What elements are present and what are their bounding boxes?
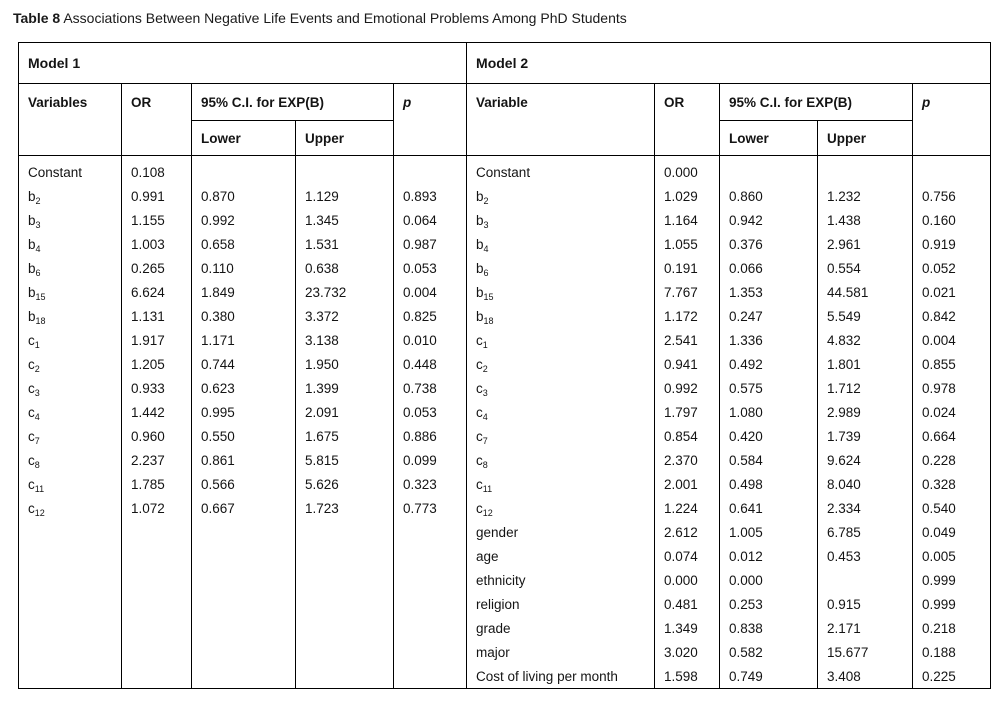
cell-upper-m2: 15.677 [818, 640, 913, 664]
cell-p-m2: 0.328 [913, 472, 991, 496]
cell-or-m2: 1.164 [655, 208, 720, 232]
cell-lower-m2: 0.582 [720, 640, 818, 664]
col-header-variables-m1: Variables [19, 84, 122, 156]
column-header-row [19, 84, 991, 121]
cell-variable-m2: $c_{11}$ [467, 472, 655, 496]
cell-variable-m2: $c_{12}$ [467, 496, 655, 520]
cell-p-m2: 0.021 [913, 280, 991, 304]
cell-p-m1: 0.099 [394, 448, 467, 472]
table-row [19, 156, 991, 185]
cell-or-m2: 0.854 [655, 424, 720, 448]
cell-or-m1: 1.072 [122, 496, 192, 520]
cell-upper-m2: 1.438 [818, 208, 913, 232]
cell-variable-m2: $c_2$ [467, 352, 655, 376]
cell-variable-m1: Constant [28, 164, 83, 180]
cell-variable-m1 [19, 664, 122, 689]
cell-or-m1: 6.624 [122, 280, 192, 304]
cell-lower-m1: 0.566 [192, 472, 296, 496]
cell-p-m2: 0.228 [913, 448, 991, 472]
table-row [19, 328, 991, 352]
cell-or-m2: 1.029 [655, 184, 720, 208]
table-row [19, 280, 991, 304]
col-header-p-m1: p [394, 84, 467, 156]
cell-p-m1: 0.987 [394, 232, 467, 256]
table-row [19, 448, 991, 472]
cell-p-m2: 0.855 [913, 352, 991, 376]
cell-p-m2: 0.160 [913, 208, 991, 232]
cell-or-m2: 2.370 [655, 448, 720, 472]
cell-variable-m2: Constant [467, 156, 655, 185]
cell-lower-m1: 0.550 [192, 424, 296, 448]
cell-lower-m1: 0.995 [192, 400, 296, 424]
cell-variable-m2: gender [467, 520, 655, 544]
cell-p-m2: 0.049 [913, 520, 991, 544]
table-caption: Associations Between Negative Life Events and Emotional Problems Among PhD Students [60, 10, 627, 26]
cell-p-m2: 0.188 [913, 640, 991, 664]
cell-p-m2: 0.225 [913, 664, 991, 689]
cell-p-m1: 0.886 [394, 424, 467, 448]
cell-upper-m1: 1.723 [296, 496, 394, 520]
cell-p-m2: 0.756 [913, 184, 991, 208]
cell-p-m2: 0.999 [913, 568, 991, 592]
cell-upper-m1: 3.372 [296, 304, 394, 328]
cell-variable-m1: $c_7$ [28, 428, 40, 446]
cell-lower-m2: 0.247 [720, 304, 818, 328]
cell-p-m1 [394, 544, 467, 568]
cell-variable-m2: age [467, 544, 655, 568]
cell-variable-m2: $b_{18}$ [467, 304, 655, 328]
col-header-lower-m2: Lower [720, 121, 818, 156]
table-row [19, 568, 991, 592]
table-row [19, 352, 991, 376]
cell-upper-m1: 0.638 [296, 256, 394, 280]
cell-or-m1: 0.265 [122, 256, 192, 280]
col-header-p-m2: p [913, 84, 991, 156]
cell-lower-m1: 0.623 [192, 376, 296, 400]
cell-upper-m1 [296, 616, 394, 640]
cell-upper-m2: 2.961 [818, 232, 913, 256]
cell-p-m1: 0.064 [394, 208, 467, 232]
cell-lower-m2: 1.353 [720, 280, 818, 304]
cell-upper-m2: 2.989 [818, 400, 913, 424]
table-body [19, 156, 991, 689]
cell-lower-m2 [720, 156, 818, 185]
cell-variable-m2: $b_{15}$ [467, 280, 655, 304]
cell-variable-m2: $c_3$ [467, 376, 655, 400]
cell-variable-m1: $c_{12}$ [28, 500, 45, 518]
cell-or-m1 [122, 664, 192, 689]
cell-p-m2: 0.005 [913, 544, 991, 568]
cell-p-m2: 0.004 [913, 328, 991, 352]
cell-or-m2: 1.224 [655, 496, 720, 520]
cell-variable-m1: $b_{15}$ [28, 284, 46, 302]
table-row [19, 640, 991, 664]
cell-upper-m1: 3.138 [296, 328, 394, 352]
col-header-upper-m1: Upper [296, 121, 394, 156]
cell-variable-m1 [19, 544, 122, 568]
col-header-or-m2: OR [655, 84, 720, 156]
cell-upper-m2: 44.581 [818, 280, 913, 304]
cell-or-m1: 1.917 [122, 328, 192, 352]
cell-variable-m2: $b_3$ [467, 208, 655, 232]
cell-lower-m2: 0.420 [720, 424, 818, 448]
cell-or-m2: 1.598 [655, 664, 720, 689]
cell-or-m1: 1.131 [122, 304, 192, 328]
cell-lower-m2: 0.253 [720, 592, 818, 616]
cell-or-m2: 1.055 [655, 232, 720, 256]
cell-variable-m2: $c_1$ [467, 328, 655, 352]
associations-table [18, 42, 991, 689]
cell-variable-m2: ethnicity [467, 568, 655, 592]
cell-or-m2: 0.191 [655, 256, 720, 280]
table-row [19, 400, 991, 424]
cell-p-m1: 0.053 [394, 400, 467, 424]
cell-p-m1 [394, 664, 467, 689]
cell-lower-m2: 0.575 [720, 376, 818, 400]
cell-lower-m2: 0.838 [720, 616, 818, 640]
cell-upper-m1 [296, 664, 394, 689]
cell-upper-m1: 5.815 [296, 448, 394, 472]
model-1-header: Model 1 [19, 43, 467, 84]
cell-variable-m2: $c_8$ [467, 448, 655, 472]
table-row [19, 592, 991, 616]
cell-variable-m1 [19, 520, 122, 544]
cell-variable-m1 [19, 640, 122, 664]
cell-p-m2: 0.024 [913, 400, 991, 424]
cell-p-m2: 0.218 [913, 616, 991, 640]
cell-upper-m1: 1.675 [296, 424, 394, 448]
cell-or-m2: 0.000 [655, 156, 720, 185]
cell-p-m2: 0.052 [913, 256, 991, 280]
table-row [19, 472, 991, 496]
cell-lower-m1: 0.380 [192, 304, 296, 328]
cell-upper-m1: 1.345 [296, 208, 394, 232]
cell-or-m1: 0.991 [122, 184, 192, 208]
cell-variable-m2: $b_2$ [467, 184, 655, 208]
cell-variable-m1: $b_6$ [28, 260, 41, 278]
cell-upper-m2: 1.712 [818, 376, 913, 400]
cell-upper-m1: 1.950 [296, 352, 394, 376]
cell-lower-m1: 1.171 [192, 328, 296, 352]
cell-or-m1 [122, 640, 192, 664]
cell-or-m1: 1.205 [122, 352, 192, 376]
table-row [19, 424, 991, 448]
cell-p-m2: 0.540 [913, 496, 991, 520]
cell-variable-m1: $b_{18}$ [28, 308, 46, 326]
cell-upper-m2: 0.554 [818, 256, 913, 280]
cell-upper-m2: 1.801 [818, 352, 913, 376]
table-row [19, 664, 991, 689]
cell-upper-m1: 1.531 [296, 232, 394, 256]
col-header-upper-m2: Upper [818, 121, 913, 156]
cell-or-m2: 0.992 [655, 376, 720, 400]
cell-or-m1: 0.960 [122, 424, 192, 448]
cell-lower-m2: 0.860 [720, 184, 818, 208]
cell-or-m1: 1.442 [122, 400, 192, 424]
cell-or-m2: 0.000 [655, 568, 720, 592]
cell-upper-m1: 1.399 [296, 376, 394, 400]
cell-p-m1 [394, 592, 467, 616]
cell-or-m1: 1.155 [122, 208, 192, 232]
cell-p-m1: 0.825 [394, 304, 467, 328]
cell-or-m2: 2.001 [655, 472, 720, 496]
cell-or-m1: 2.237 [122, 448, 192, 472]
cell-or-m2: 1.172 [655, 304, 720, 328]
cell-lower-m1: 0.861 [192, 448, 296, 472]
table-row [19, 520, 991, 544]
cell-upper-m2: 8.040 [818, 472, 913, 496]
cell-variable-m1: $c_{11}$ [28, 476, 45, 494]
cell-variable-m1 [19, 616, 122, 640]
cell-p-m1: 0.893 [394, 184, 467, 208]
cell-variable-m1: $c_8$ [28, 452, 40, 470]
cell-variable-m2: $c_4$ [467, 400, 655, 424]
cell-lower-m1: 0.658 [192, 232, 296, 256]
table-row [19, 496, 991, 520]
cell-lower-m2: 1.080 [720, 400, 818, 424]
cell-or-m2: 1.349 [655, 616, 720, 640]
col-header-lower-m1: Lower [192, 121, 296, 156]
cell-or-m1: 0.933 [122, 376, 192, 400]
cell-p-m1: 0.010 [394, 328, 467, 352]
table-row [19, 376, 991, 400]
cell-variable-m1: $c_2$ [28, 356, 40, 374]
cell-variable-m2: Cost of living per month [467, 664, 655, 689]
cell-upper-m1 [296, 568, 394, 592]
cell-or-m2: 3.020 [655, 640, 720, 664]
cell-variable-m1: $b_2$ [28, 188, 41, 206]
cell-variable-m2: $c_7$ [467, 424, 655, 448]
cell-or-m2: 0.941 [655, 352, 720, 376]
cell-or-m2: 2.541 [655, 328, 720, 352]
cell-lower-m1: 0.744 [192, 352, 296, 376]
cell-p-m1: 0.448 [394, 352, 467, 376]
cell-upper-m2: 3.408 [818, 664, 913, 689]
cell-or-m2: 7.767 [655, 280, 720, 304]
cell-or-m1 [122, 568, 192, 592]
table-row [19, 208, 991, 232]
cell-lower-m2: 0.641 [720, 496, 818, 520]
cell-p-m2 [913, 156, 991, 185]
cell-p-m1 [394, 616, 467, 640]
table-row [19, 616, 991, 640]
cell-upper-m2: 6.785 [818, 520, 913, 544]
cell-lower-m2: 1.005 [720, 520, 818, 544]
cell-p-m1 [394, 156, 467, 185]
cell-lower-m2: 0.584 [720, 448, 818, 472]
cell-upper-m1 [296, 156, 394, 185]
cell-variable-m1: $c_4$ [28, 404, 40, 422]
cell-lower-m1: 0.992 [192, 208, 296, 232]
cell-lower-m1 [192, 616, 296, 640]
col-header-or-m1: OR [122, 84, 192, 156]
cell-variable-m2: major [467, 640, 655, 664]
cell-upper-m2: 5.549 [818, 304, 913, 328]
table-row [19, 256, 991, 280]
cell-lower-m2: 0.376 [720, 232, 818, 256]
cell-lower-m1 [192, 568, 296, 592]
cell-p-m1: 0.004 [394, 280, 467, 304]
cell-variable-m2: $b_6$ [467, 256, 655, 280]
cell-upper-m2 [818, 156, 913, 185]
cell-or-m1 [122, 592, 192, 616]
cell-upper-m1: 5.626 [296, 472, 394, 496]
cell-or-m2: 0.481 [655, 592, 720, 616]
cell-or-m1 [122, 544, 192, 568]
cell-upper-m2: 9.624 [818, 448, 913, 472]
cell-p-m2: 0.842 [913, 304, 991, 328]
table-title [13, 10, 627, 26]
cell-lower-m2: 0.492 [720, 352, 818, 376]
cell-upper-m1 [296, 640, 394, 664]
cell-lower-m1 [192, 664, 296, 689]
cell-lower-m2: 0.498 [720, 472, 818, 496]
table-row [19, 232, 991, 256]
table-number: Table 8 [13, 10, 61, 26]
cell-upper-m1 [296, 520, 394, 544]
cell-p-m2: 0.999 [913, 592, 991, 616]
cell-lower-m2: 0.000 [720, 568, 818, 592]
cell-or-m1 [122, 616, 192, 640]
cell-lower-m2: 0.942 [720, 208, 818, 232]
cell-upper-m2: 4.832 [818, 328, 913, 352]
cell-upper-m1 [296, 544, 394, 568]
cell-lower-m1 [192, 640, 296, 664]
cell-or-m1: 0.108 [122, 156, 192, 185]
cell-variable-m2: $b_4$ [467, 232, 655, 256]
cell-lower-m2: 0.749 [720, 664, 818, 689]
cell-or-m1 [122, 520, 192, 544]
cell-or-m2: 0.074 [655, 544, 720, 568]
cell-upper-m2: 1.739 [818, 424, 913, 448]
cell-upper-m2: 1.232 [818, 184, 913, 208]
cell-p-m1: 0.323 [394, 472, 467, 496]
cell-p-m2: 0.919 [913, 232, 991, 256]
cell-variable-m1: $b_4$ [28, 236, 41, 254]
cell-upper-m2 [818, 568, 913, 592]
cell-p-m1: 0.738 [394, 376, 467, 400]
cell-lower-m1 [192, 544, 296, 568]
cell-upper-m1 [296, 592, 394, 616]
cell-p-m1: 0.053 [394, 256, 467, 280]
col-header-ci-m2: 95% C.I. for EXP(B) [720, 84, 913, 121]
cell-or-m2: 2.612 [655, 520, 720, 544]
cell-upper-m1: 23.732 [296, 280, 394, 304]
table-row [19, 304, 991, 328]
cell-variable-m1: $c_1$ [28, 332, 40, 350]
cell-variable-m1: $c_3$ [28, 380, 40, 398]
cell-lower-m1: 0.870 [192, 184, 296, 208]
table-row [19, 184, 991, 208]
cell-lower-m1 [192, 592, 296, 616]
cell-lower-m2: 1.336 [720, 328, 818, 352]
cell-upper-m2: 0.915 [818, 592, 913, 616]
cell-or-m1: 1.003 [122, 232, 192, 256]
cell-variable-m1 [19, 568, 122, 592]
cell-lower-m1 [192, 156, 296, 185]
cell-p-m1 [394, 568, 467, 592]
cell-lower-m2: 0.012 [720, 544, 818, 568]
cell-lower-m1 [192, 520, 296, 544]
cell-upper-m2: 2.334 [818, 496, 913, 520]
table-row [19, 544, 991, 568]
cell-upper-m2: 0.453 [818, 544, 913, 568]
col-header-ci-m1: 95% C.I. for EXP(B) [192, 84, 394, 121]
model-header-row [19, 43, 991, 84]
cell-p-m1 [394, 640, 467, 664]
cell-upper-m2: 2.171 [818, 616, 913, 640]
cell-p-m1: 0.773 [394, 496, 467, 520]
cell-p-m2: 0.664 [913, 424, 991, 448]
cell-variable-m2: grade [467, 616, 655, 640]
cell-variable-m2: religion [467, 592, 655, 616]
cell-lower-m2: 0.066 [720, 256, 818, 280]
cell-upper-m1: 2.091 [296, 400, 394, 424]
cell-or-m1: 1.785 [122, 472, 192, 496]
cell-variable-m1 [19, 592, 122, 616]
cell-lower-m1: 0.667 [192, 496, 296, 520]
cell-p-m2: 0.978 [913, 376, 991, 400]
cell-p-m1 [394, 520, 467, 544]
cell-or-m2: 1.797 [655, 400, 720, 424]
col-header-variable-m2: Variable [467, 84, 655, 156]
model-2-header: Model 2 [467, 43, 991, 84]
cell-variable-m1: $b_3$ [28, 212, 41, 230]
cell-lower-m1: 0.110 [192, 256, 296, 280]
cell-upper-m1: 1.129 [296, 184, 394, 208]
cell-lower-m1: 1.849 [192, 280, 296, 304]
